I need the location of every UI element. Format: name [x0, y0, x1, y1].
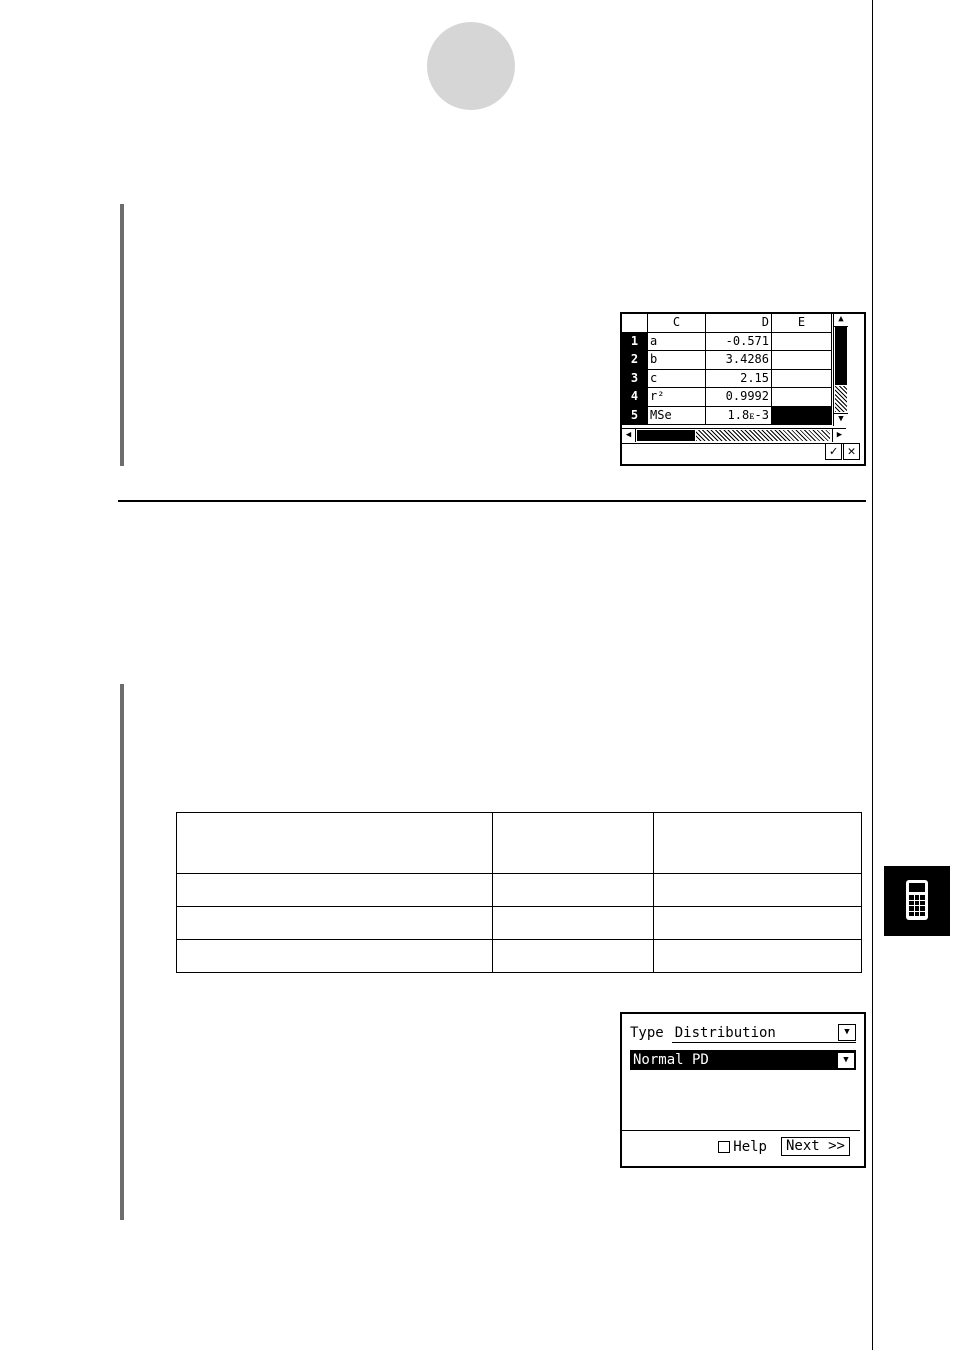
row-header[interactable]: 4	[622, 388, 648, 407]
row-header[interactable]: 3	[622, 370, 648, 389]
cell-d3[interactable]: 2.15	[706, 370, 772, 389]
type-label: Type	[630, 1025, 664, 1041]
cell-e2[interactable]	[772, 351, 832, 370]
distribution-screenshot	[620, 1012, 866, 1168]
calculator-icon	[906, 880, 928, 920]
calculator-keys-icon	[909, 895, 925, 916]
table-row	[622, 407, 846, 426]
table-cell	[492, 940, 654, 973]
dialog-footer	[622, 1131, 860, 1162]
spreadsheet-header-row	[622, 314, 846, 333]
row-header[interactable]: 5	[622, 407, 648, 426]
type-dropdown-value: Distribution	[674, 1024, 776, 1041]
scroll-right-icon[interactable]: ▶	[832, 429, 846, 442]
section-divider	[118, 500, 866, 502]
table-cell	[654, 907, 862, 940]
horizontal-scroll-thumb[interactable]	[637, 430, 695, 441]
spreadsheet-bottom-bar	[622, 443, 860, 460]
spreadsheet-screenshot	[620, 312, 866, 466]
cell-d5[interactable]: 1.8ᴇ-3	[706, 407, 772, 426]
table-cell	[492, 874, 654, 907]
table-row	[622, 351, 846, 370]
column-header-e[interactable]: E	[772, 314, 832, 333]
table-header-row	[177, 813, 862, 874]
cell-d2[interactable]: 3.4286	[706, 351, 772, 370]
cell-c2[interactable]: b	[648, 351, 706, 370]
column-header-d[interactable]: D	[706, 314, 772, 333]
scroll-up-icon[interactable]: ▲	[834, 314, 848, 327]
table-cell	[654, 940, 862, 973]
horizontal-scrollbar[interactable]	[622, 428, 846, 444]
cell-c4[interactable]: r²	[648, 388, 706, 407]
type-dropdown[interactable]	[672, 1024, 856, 1043]
scroll-down-icon[interactable]: ▼	[834, 413, 848, 426]
row-header[interactable]: 1	[622, 333, 648, 352]
table-cell	[654, 874, 862, 907]
table-header-cell-2	[492, 813, 654, 874]
type-row	[630, 1023, 856, 1043]
table-row	[177, 874, 862, 907]
cell-c3[interactable]: c	[648, 370, 706, 389]
cell-e4[interactable]	[772, 388, 832, 407]
next-button[interactable]: Next >>	[781, 1137, 850, 1156]
table-cell	[492, 907, 654, 940]
column-header-c[interactable]: C	[648, 314, 706, 333]
confirm-check-button[interactable]: ✓	[825, 443, 842, 460]
spreadsheet-grid	[622, 314, 846, 426]
procedure-side-bar-2	[120, 684, 124, 1220]
vertical-scroll-track[interactable]	[835, 386, 847, 412]
calculator-screen-icon	[909, 883, 925, 892]
vertical-scrollbar[interactable]	[833, 314, 848, 426]
cell-e3[interactable]	[772, 370, 832, 389]
table-row	[177, 940, 862, 973]
chevron-down-icon[interactable]: ▼	[838, 1024, 856, 1041]
page-edge-rule	[872, 0, 873, 1350]
cell-d4[interactable]: 0.9992	[706, 388, 772, 407]
table-header-cell-1	[177, 813, 493, 874]
vertical-scroll-thumb[interactable]	[835, 327, 847, 385]
checkbox-icon[interactable]	[718, 1141, 730, 1153]
content-table	[176, 812, 862, 973]
table-cell	[177, 940, 493, 973]
grid-corner-cell	[622, 314, 648, 333]
table-row	[622, 333, 846, 352]
table-row	[177, 907, 862, 940]
scroll-left-icon[interactable]: ◀	[622, 429, 636, 442]
close-icon[interactable]: ✕	[843, 443, 860, 460]
cell-e5-selected[interactable]	[772, 407, 832, 426]
procedure-side-bar-1	[120, 204, 124, 466]
chevron-down-icon[interactable]: ▼	[837, 1052, 855, 1069]
distribution-dropdown[interactable]	[630, 1050, 856, 1070]
table-row	[622, 388, 846, 407]
horizontal-scroll-track[interactable]	[696, 430, 830, 441]
distribution-dropdown-value: Normal PD	[633, 1052, 709, 1068]
page-decoration-circle	[427, 22, 515, 110]
cell-e1[interactable]	[772, 333, 832, 352]
margin-tab	[884, 866, 950, 936]
cell-c5[interactable]: MSe	[648, 407, 706, 426]
cell-d1[interactable]: -0.571	[706, 333, 772, 352]
help-label: Help	[733, 1138, 767, 1155]
table-cell	[177, 874, 493, 907]
table-cell	[177, 907, 493, 940]
cell-c1[interactable]: a	[648, 333, 706, 352]
help-checkbox[interactable]	[718, 1139, 767, 1155]
table-header-cell-3	[654, 813, 862, 874]
row-header[interactable]: 2	[622, 351, 648, 370]
table-row	[622, 370, 846, 389]
